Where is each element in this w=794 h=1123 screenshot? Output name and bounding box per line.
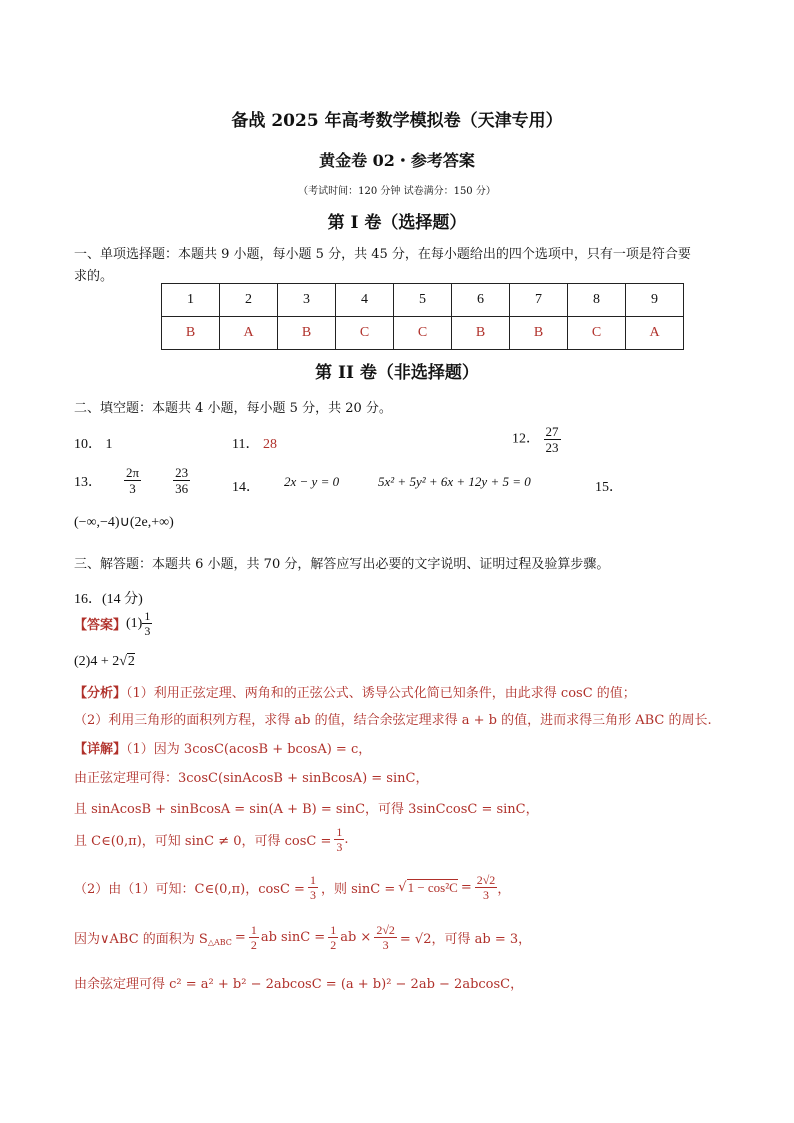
part1-instruction: 一、单项选择题：本题共 9 小题，每小题 5 分，共 45 分，在每小题给出的四个选项中，只有一项是符合要 bbox=[74, 247, 691, 262]
detail-6-half-2 bbox=[328, 924, 338, 951]
answer-table-number-row bbox=[162, 284, 684, 317]
detail-1-text: （1）因为 3cosC(acosB + bcosA) = c， bbox=[126, 742, 372, 757]
q16-detail-6 bbox=[74, 924, 531, 951]
fraction-numerator: 23 bbox=[175, 465, 189, 480]
answer-table-answer-row bbox=[162, 317, 684, 350]
detail-5-fraction-2 bbox=[475, 874, 498, 901]
detail-6-eq: = bbox=[234, 930, 246, 945]
detail-5-fraction bbox=[308, 874, 318, 901]
fraction-denominator: 36 bbox=[175, 481, 189, 496]
table-cell: 9 bbox=[626, 284, 684, 317]
fraction-numerator: 1 bbox=[309, 873, 316, 887]
q16-detail-3: 且 sinAcosB + sinBcosA = sin(A + B) = sinC，可得 3sinCcosC = sinC， bbox=[74, 802, 539, 817]
q16-answer-1 bbox=[74, 610, 152, 637]
table-cell: 8 bbox=[568, 284, 626, 317]
q16-detail-2: 由正弦定理可得：3cosC(sinAcosB + sinBcosA) = sinC， bbox=[74, 771, 429, 786]
fraction-numerator: 2√2 bbox=[476, 873, 496, 887]
table-cell: B bbox=[162, 317, 220, 350]
q10-answer: 1 bbox=[105, 437, 113, 452]
q16-analysis-1 bbox=[74, 682, 636, 701]
answer-2-prefix: (2) bbox=[74, 654, 91, 669]
detail-6-pre: 因为∨ABC 的面积为 S bbox=[74, 932, 208, 947]
fraction-denominator: 2 bbox=[330, 938, 337, 952]
detail-4-post: . bbox=[344, 832, 349, 847]
q13-fraction-a bbox=[124, 466, 141, 495]
detail-5-mid: ，则 sinC = bbox=[320, 882, 396, 897]
q10-label: 10． bbox=[74, 437, 102, 452]
q16-answer-2 bbox=[74, 654, 135, 670]
table-cell: 6 bbox=[452, 284, 510, 317]
q12-fraction bbox=[544, 425, 561, 454]
fraction-numerator: 2π bbox=[126, 465, 140, 480]
table-cell: B bbox=[278, 317, 336, 350]
table-cell: C bbox=[394, 317, 452, 350]
table-cell: 2 bbox=[220, 284, 278, 317]
answer-1-fraction bbox=[142, 610, 152, 637]
q16-detail-4 bbox=[74, 826, 349, 853]
q16-analysis-2: （2）利用三角形的面积列方程，求得 ab 的值，结合余弦定理求得 a + b 的值，进而求得三角形 ABC 的周长. bbox=[74, 713, 712, 728]
table-cell: B bbox=[452, 317, 510, 350]
q15-answer: (−∞,−4)∪(2e,+∞) bbox=[74, 515, 174, 530]
q12 bbox=[512, 425, 561, 454]
q11-label: 11． bbox=[232, 437, 260, 452]
fraction-denominator: 23 bbox=[545, 440, 559, 455]
answer-2-root: 2 bbox=[127, 654, 135, 669]
solve-instruction: 三、解答题：本题共 6 小题，共 70 分，解答应写出必要的文字说明、证明过程及验算步骤。 bbox=[74, 557, 610, 572]
q14-answer-b: 5x² + 5y² + 6x + 12y + 5 = 0 bbox=[378, 474, 531, 489]
detail-6-half-1 bbox=[249, 924, 259, 951]
exam-info: （考试时间：120 分钟 试卷满分：150 分） bbox=[298, 186, 496, 197]
analysis-1-text: （1）利用正弦定理、两角和的正弦公式、诱导公式化简已知条件，由此求得 cosC 的值； bbox=[126, 686, 636, 701]
fraction-denominator: 3 bbox=[144, 624, 151, 638]
detail-6-d: = √2，可得 ab = 3， bbox=[399, 932, 532, 947]
detail-tag: 【详解】 bbox=[74, 742, 127, 757]
q13-fraction-b bbox=[173, 466, 190, 495]
q15-label: 15． bbox=[595, 480, 623, 495]
fraction-numerator: 1 bbox=[330, 923, 337, 937]
detail-5-root: 1 − cos²C bbox=[407, 880, 458, 895]
detail-5-pre: （2）由（1）可知：C∈(0,π)，cosC = bbox=[74, 882, 305, 897]
q14-answer-a: 2x − y = 0 bbox=[284, 474, 340, 489]
table-cell: C bbox=[336, 317, 394, 350]
table-cell: C bbox=[568, 317, 626, 350]
q11-answer: 28 bbox=[262, 437, 277, 452]
q16-header: 16．(14 分) bbox=[74, 592, 143, 607]
detail-6-b: ab sinC = bbox=[260, 930, 326, 945]
answer-1-prefix: (1) bbox=[126, 615, 143, 631]
sqrt-sign: √ bbox=[119, 654, 127, 669]
fraction-denominator: 2 bbox=[250, 938, 257, 952]
table-cell: 4 bbox=[336, 284, 394, 317]
sqrt-sign: √ bbox=[398, 880, 407, 895]
q14-label: 14． bbox=[232, 480, 260, 495]
q13 bbox=[74, 466, 190, 495]
q11 bbox=[232, 433, 277, 453]
table-cell: 5 bbox=[394, 284, 452, 317]
detail-4-fraction bbox=[334, 826, 344, 853]
fraction-numerator: 1 bbox=[250, 923, 257, 937]
fraction-denominator: 3 bbox=[129, 481, 136, 496]
fraction-numerator: 27 bbox=[545, 424, 559, 439]
q16-detail-5 bbox=[74, 874, 510, 901]
table-cell: B bbox=[510, 317, 568, 350]
fraction-denominator: 3 bbox=[483, 888, 490, 902]
detail-5-eq: = bbox=[460, 880, 472, 895]
table-cell: A bbox=[220, 317, 278, 350]
table-cell: A bbox=[626, 317, 684, 350]
q16-detail-1 bbox=[74, 738, 371, 757]
analysis-tag: 【分析】 bbox=[74, 686, 127, 701]
fraction-numerator: 2√2 bbox=[376, 923, 395, 937]
answer-2-text: 4 + 2 bbox=[90, 654, 120, 669]
fraction-numerator: 1 bbox=[336, 825, 343, 839]
table-cell: 7 bbox=[510, 284, 568, 317]
q16-detail-7: 由余弦定理可得 c² = a² + b² − 2abcosC = (a + b)² − 2ab − 2abcosC， bbox=[74, 977, 524, 992]
q10 bbox=[74, 433, 113, 453]
document-title: 备战 2025 年高考数学模拟卷（天津专用） bbox=[231, 111, 563, 131]
fraction-numerator: 1 bbox=[144, 609, 151, 623]
table-cell: 3 bbox=[278, 284, 336, 317]
detail-6-sub: △ABC bbox=[207, 938, 232, 947]
fraction-denominator: 3 bbox=[336, 840, 343, 854]
detail-6-c: ab × bbox=[340, 930, 372, 945]
detail-5-post: ， bbox=[497, 882, 511, 897]
document-subtitle: 黄金卷 02・参考答案 bbox=[319, 151, 475, 170]
table-cell: 1 bbox=[162, 284, 220, 317]
fill-instruction: 二、填空题：本题共 4 小题，每小题 5 分，共 20 分。 bbox=[74, 401, 392, 416]
part2-heading: 第 II 卷（非选择题） bbox=[315, 363, 479, 383]
detail-4-pre: 且 C∈(0,π)，可知 sinC ≠ 0，可得 cosC = bbox=[74, 834, 332, 849]
part1-instruction-cont: 求的。 bbox=[74, 269, 114, 284]
answer-table bbox=[161, 283, 684, 350]
answer-tag: 【答案】 bbox=[74, 618, 127, 633]
q13-label: 13． bbox=[74, 474, 102, 490]
detail-6-fraction-3 bbox=[374, 924, 397, 951]
part1-heading: 第 I 卷（选择题） bbox=[327, 213, 467, 233]
fraction-denominator: 3 bbox=[382, 938, 389, 952]
fraction-denominator: 3 bbox=[309, 888, 316, 902]
q12-label: 12． bbox=[512, 431, 540, 447]
